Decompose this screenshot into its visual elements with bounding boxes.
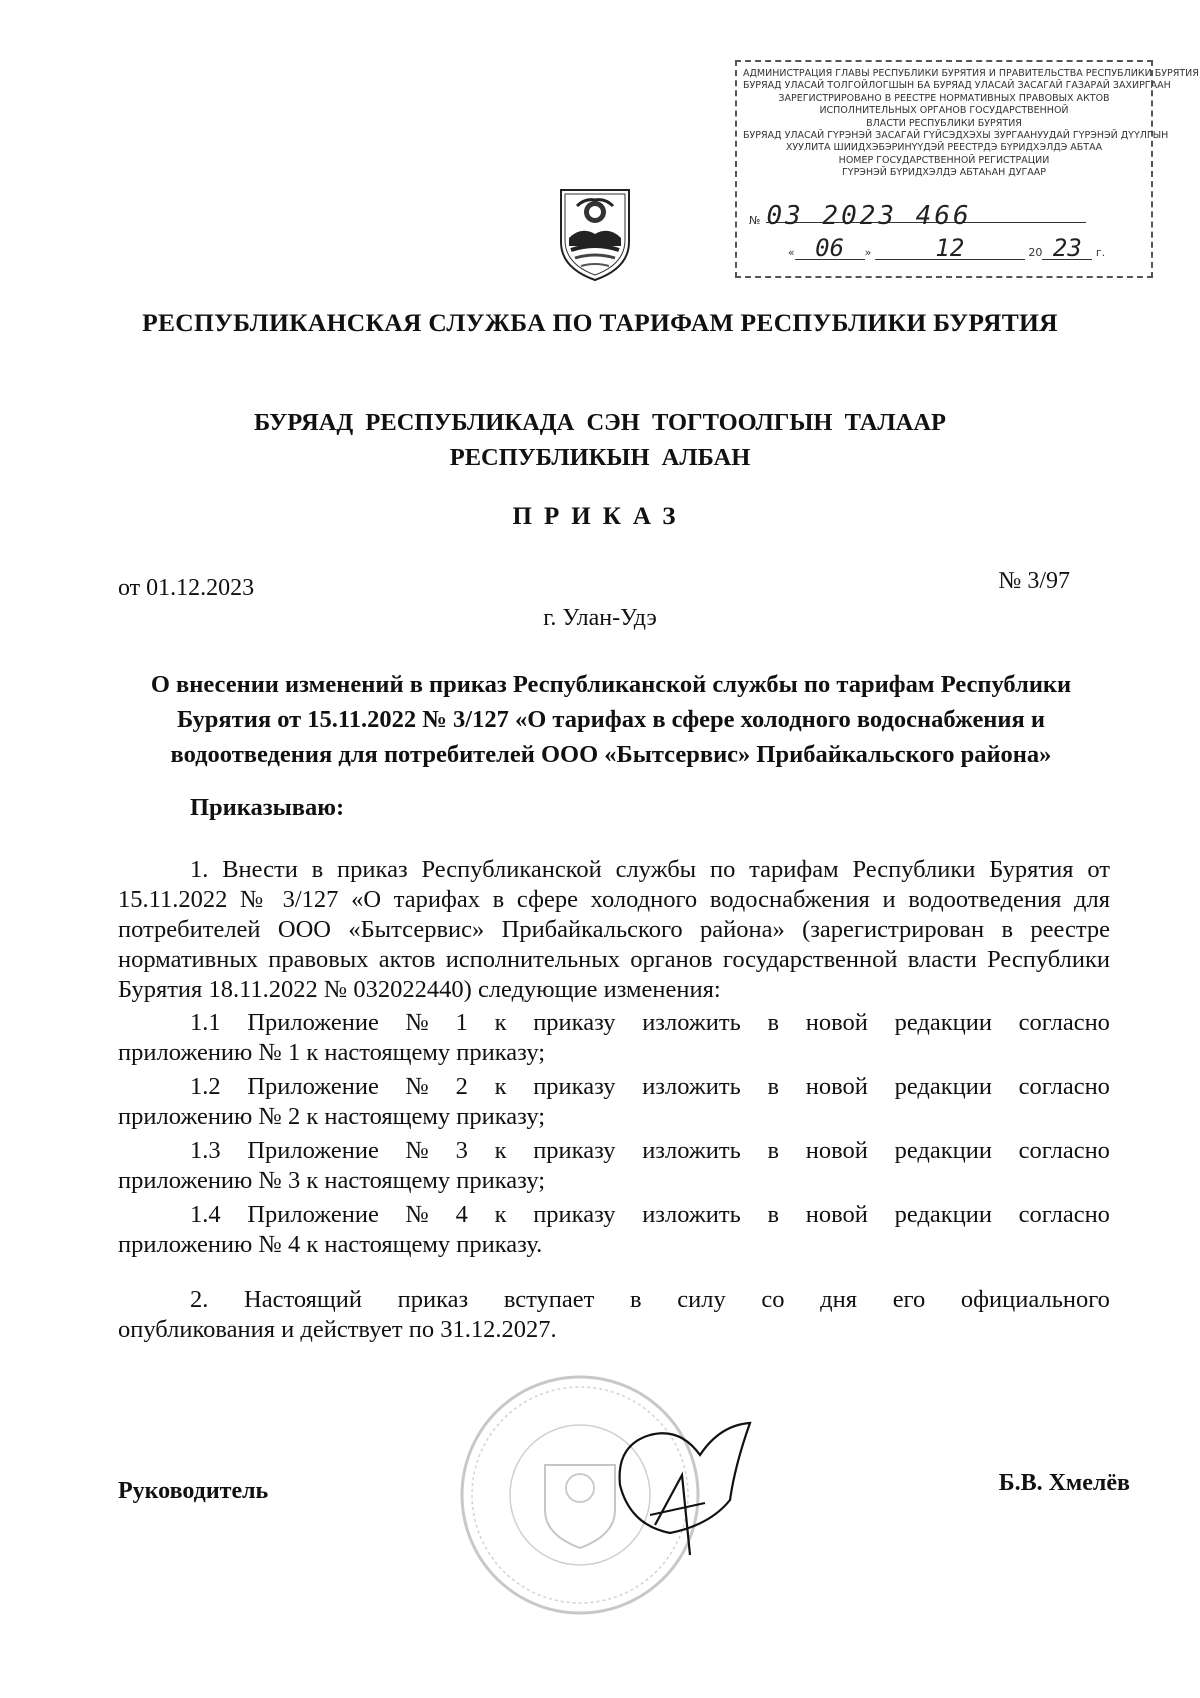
item-word: в: [767, 1201, 780, 1228]
organization-title-buryat: [0, 405, 1200, 475]
item-word: приказу: [533, 1201, 616, 1228]
subject-line: Бурятия от 15.11.2022 № 3/127 «О тарифах в сфере холодного водоснабжения и: [176, 706, 1046, 733]
item-word: в: [767, 1009, 780, 1036]
stamp-line: НОМЕР ГОСУДАРСТВЕННОЙ РЕГИСТРАЦИИ: [838, 154, 1050, 166]
stamp-line: ЗАРЕГИСТРИРОВАНО В РЕЕСТРЕ НОРМАТИВНЫХ ПРАВОВЫХ АКТОВ: [778, 92, 1110, 104]
item-word: 2: [455, 1073, 468, 1100]
registration-day: 06: [815, 234, 845, 262]
list-item-first-line: [118, 1200, 1110, 1230]
item-word: изложить: [642, 1201, 741, 1228]
item-word: №: [405, 1137, 429, 1164]
paragraph-word: дня: [820, 1286, 858, 1313]
stamp-line: БУРЯАД УЛАСАЙ ТОЛГОЙЛОГШЫН БА БУРЯАД УЛАСАЙ ЗАСАГАЙ ГАЗАРАЙ ЗАХИРГААН: [743, 80, 1171, 92]
document-number: № 3/97: [998, 568, 1070, 594]
item-word: новой: [805, 1201, 868, 1228]
item-word: 3: [455, 1137, 468, 1164]
item-word: приказу: [533, 1137, 616, 1164]
registration-year-prefix: 20: [1028, 246, 1043, 259]
item-word: 4: [455, 1201, 468, 1228]
list-item-first-line: [118, 1136, 1110, 1166]
buryat-title-line: РЕСПУБЛИКЫН АЛБАН: [449, 444, 751, 471]
paragraph-word: его: [892, 1286, 926, 1313]
document-city: г. Улан-Удэ: [543, 605, 657, 631]
item-word: новой: [805, 1009, 868, 1036]
paragraph-word: официального: [960, 1286, 1110, 1313]
item-word: приказу: [533, 1009, 616, 1036]
decree-heading: Приказываю:: [190, 794, 345, 821]
stamp-line: ИСПОЛНИТЕЛЬНЫХ ОРГАНОВ ГОСУДАРСТВЕННОЙ: [819, 105, 1069, 117]
registration-number-row: [749, 201, 1086, 231]
coat-of-arms-icon: [555, 180, 635, 284]
item-word: изложить: [642, 1137, 741, 1164]
list-item-rest: приложению № 4 к настоящему приказу.: [118, 1231, 543, 1258]
paragraph-1: 1. Внести в приказ Республиканской службы по тарифам Республики Бурятия от 15.11.2022 № 3/127 «О тарифах в сфере холодного водоснабжения и водоотведения для потребителей ООО «Бытсервис» Прибайкальского района» (зарегистрирован в реестре нормативных правовых актов исполнительных органов государственной власти Республики Бурятия 18.11.2022 № 032022440) следующие изменения:: [118, 856, 1110, 1003]
registration-stamp: [735, 60, 1199, 278]
document-date: от 01.12.2023: [118, 575, 255, 601]
list-item-first-line: [118, 1008, 1110, 1038]
paragraph-word: со: [761, 1286, 785, 1313]
item-word: в: [767, 1073, 780, 1100]
list-item-first-line: [118, 1072, 1110, 1102]
signatory-name: Б.В. Хмелёв: [998, 1470, 1130, 1496]
buryat-title-line: БУРЯАД РЕСПУБЛИКАДА СЭН ТОГТООЛГЫН ТАЛААР: [253, 409, 947, 436]
list-item-rest: приложению № 2 к настоящему приказу;: [118, 1103, 546, 1130]
item-word: №: [405, 1201, 429, 1228]
signatory-title: Руководитель: [118, 1478, 269, 1504]
item-word: Приложение: [247, 1073, 379, 1100]
item-word: редакции: [894, 1073, 992, 1100]
organization-title: РЕСПУБЛИКАНСКАЯ СЛУЖБА ПО ТАРИФАМ РЕСПУБЛИКИ БУРЯТИЯ: [142, 308, 1058, 337]
item-number: 1.2: [190, 1073, 221, 1100]
subject-line: О внесении изменений в приказ Республиканской службы по тарифам Республики: [150, 671, 1072, 698]
paragraph-word: 2.: [190, 1286, 209, 1313]
signature-icon: [610, 1405, 770, 1565]
paragraph-word: силу: [677, 1286, 726, 1313]
list-item-rest: приложению № 1 к настоящему приказу;: [118, 1039, 546, 1066]
stamp-line: БУРЯАД УЛАСАЙ ГҮРЭНЭЙ ЗАСАГАЙ ГҮЙСЭДХЭХЫ ЗУРГААНУУДАЙ ГҮРЭНЭЙ ДҮҮЛГЫН: [743, 130, 1169, 142]
item-word: новой: [805, 1137, 868, 1164]
list-item: [118, 1008, 1110, 1068]
document-subject: [116, 667, 1106, 772]
item-word: согласно: [1018, 1009, 1110, 1036]
stamp-line: ГҮРЭНЭЙ БҮРИДХЭЛДЭ АБТАҺАН ДУГААР: [841, 167, 1047, 179]
item-number: 1.4: [190, 1201, 221, 1228]
list-item: [118, 1072, 1110, 1132]
item-word: к: [494, 1201, 507, 1228]
document-type: ПРИКАЗ: [512, 503, 688, 530]
registration-year-suffix: 23: [1052, 234, 1082, 262]
item-number: 1.3: [190, 1137, 221, 1164]
paragraph-word: Настоящий: [244, 1286, 362, 1313]
list-item-rest: приложению № 3 к настоящему приказу;: [118, 1167, 546, 1194]
item-word: новой: [805, 1073, 868, 1100]
stamp-line: ВЛАСТИ РЕСПУБЛИКИ БУРЯТИЯ: [866, 117, 1022, 129]
item-word: 1: [455, 1009, 468, 1036]
item-word: №: [405, 1073, 429, 1100]
paragraph-word: в: [630, 1286, 642, 1313]
item-word: редакции: [894, 1137, 992, 1164]
number-sign: №: [749, 214, 761, 227]
item-word: к: [494, 1073, 507, 1100]
item-word: изложить: [642, 1009, 741, 1036]
item-word: Приложение: [247, 1137, 379, 1164]
subject-line: водоотведения для потребителей ООО «Бытсервис» Прибайкальского района»: [170, 741, 1052, 768]
item-word: Приложение: [247, 1009, 379, 1036]
stamp-line: АДМИНИСТРАЦИЯ ГЛАВЫ РЕСПУБЛИКИ БУРЯТИЯ И ПРАВИТЕЛЬСТВА РЕСПУБЛИКИ БУРЯТИЯ: [743, 68, 1199, 79]
item-word: в: [767, 1137, 780, 1164]
paragraph-2-rest: опубликования и действует по 31.12.2027.: [118, 1316, 557, 1343]
item-word: приказу: [533, 1073, 616, 1100]
list-item: [118, 1136, 1110, 1196]
registration-year-suffix-label: г.: [1095, 246, 1106, 259]
item-word: редакции: [894, 1201, 992, 1228]
item-word: согласно: [1018, 1137, 1110, 1164]
item-number: 1.1: [190, 1009, 221, 1036]
paragraph-2: [118, 1285, 1110, 1345]
paragraph-word: вступает: [503, 1286, 595, 1313]
item-word: изложить: [642, 1073, 741, 1100]
item-word: №: [405, 1009, 429, 1036]
item-word: редакции: [894, 1009, 992, 1036]
item-word: согласно: [1018, 1073, 1110, 1100]
stamp-line: ХУУЛИТА ШИИДХЭБЭРИНҮҮДЭЙ РЕЕСТРДЭ БҮРИДХЭЛДЭ АБТАА: [785, 142, 1103, 154]
item-word: Приложение: [247, 1201, 379, 1228]
item-word: к: [494, 1009, 507, 1036]
registration-date-row: « 06 » 12 20 23 г.: [787, 234, 1106, 262]
registration-month: 12: [935, 234, 965, 262]
paragraph-2-first-line: [118, 1285, 1110, 1315]
registration-number: 03 2023 466: [766, 210, 1086, 223]
item-word: к: [494, 1137, 507, 1164]
list-item: [118, 1200, 1110, 1260]
paragraph-word: приказ: [397, 1286, 469, 1313]
item-word: согласно: [1018, 1201, 1110, 1228]
